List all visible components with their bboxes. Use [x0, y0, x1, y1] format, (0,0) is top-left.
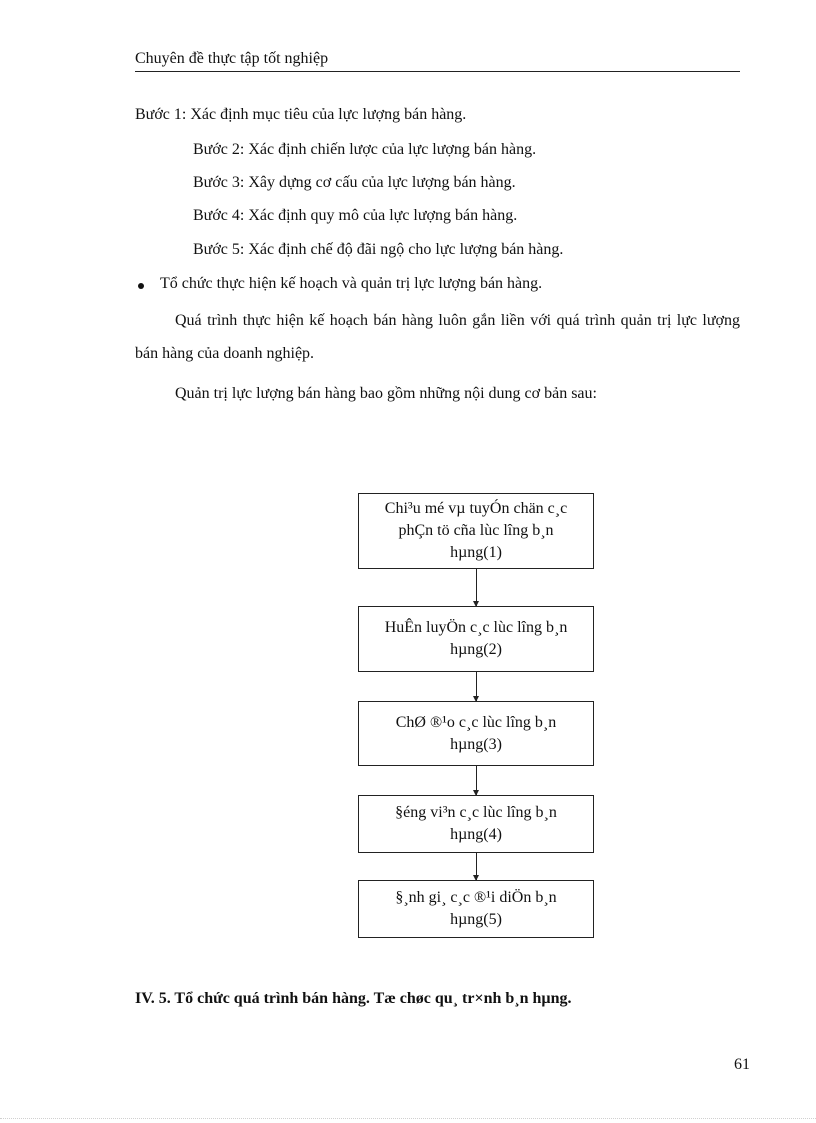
paragraph-contents: Quản trị lực lượng bán hàng bao gồm những nội dung cơ bản sau:	[175, 385, 597, 402]
step-5: Bước 5: Xác định chế độ đãi ngộ cho lực lượng bán hàng.	[193, 241, 564, 258]
bullet-icon	[138, 283, 144, 289]
flowchart-arrow-2	[476, 672, 477, 701]
flowchart-arrow-4	[476, 853, 477, 880]
flowchart-box-evaluate: §¸nh gi¸ c¸c ®¹i diÖn b¸n hµng(5)	[358, 880, 594, 938]
document-header: Chuyên đề thực tập tốt nghiệp	[135, 50, 740, 72]
step-2: Bước 2: Xác định chiến lược của lực lượng bán hàng.	[193, 141, 537, 158]
section-heading: IV. 5. Tổ chức quá trình bán hàng. Tæ chøc qu¸ tr×nh b¸n hµng.	[135, 990, 572, 1007]
flowchart-arrow-1	[476, 569, 477, 606]
flowchart-arrow-3	[476, 766, 477, 795]
flowchart-box-recruit: Chi³u mé vµ tuyÓn chän c¸c phÇn tö cña lùc lîng b¸n hµng(1)	[358, 493, 594, 569]
page-bottom-divider	[0, 1118, 816, 1119]
flowchart-box-train: HuÊn luyÖn c¸c lùc lîng b¸n hµng(2)	[358, 606, 594, 672]
flowchart-box-motivate: §éng vi³n c¸c lùc lîng b¸n hµng(4)	[358, 795, 594, 853]
step-4: Bước 4: Xác định quy mô của lực lượng bán hàng.	[193, 207, 518, 224]
paragraph-implementation: Quá trình thực hiện kế hoạch bán hàng luôn gắn liền với quá trình quản trị lực lượng bán hàng của doanh nghiệp.	[135, 312, 740, 362]
bullet-text: Tổ chức thực hiện kế hoạch và quản trị lực lượng bán hàng.	[160, 275, 543, 292]
step-3: Bước 3: Xây dựng cơ cấu của lực lượng bán hàng.	[193, 174, 516, 191]
flowchart-box-direct: ChØ ®¹o c¸c lùc lîng b¸n hµng(3)	[358, 701, 594, 766]
step-1: Bước 1: Xác định mục tiêu của lực lượng bán hàng.	[135, 106, 467, 123]
page-number: 61	[734, 1056, 750, 1073]
